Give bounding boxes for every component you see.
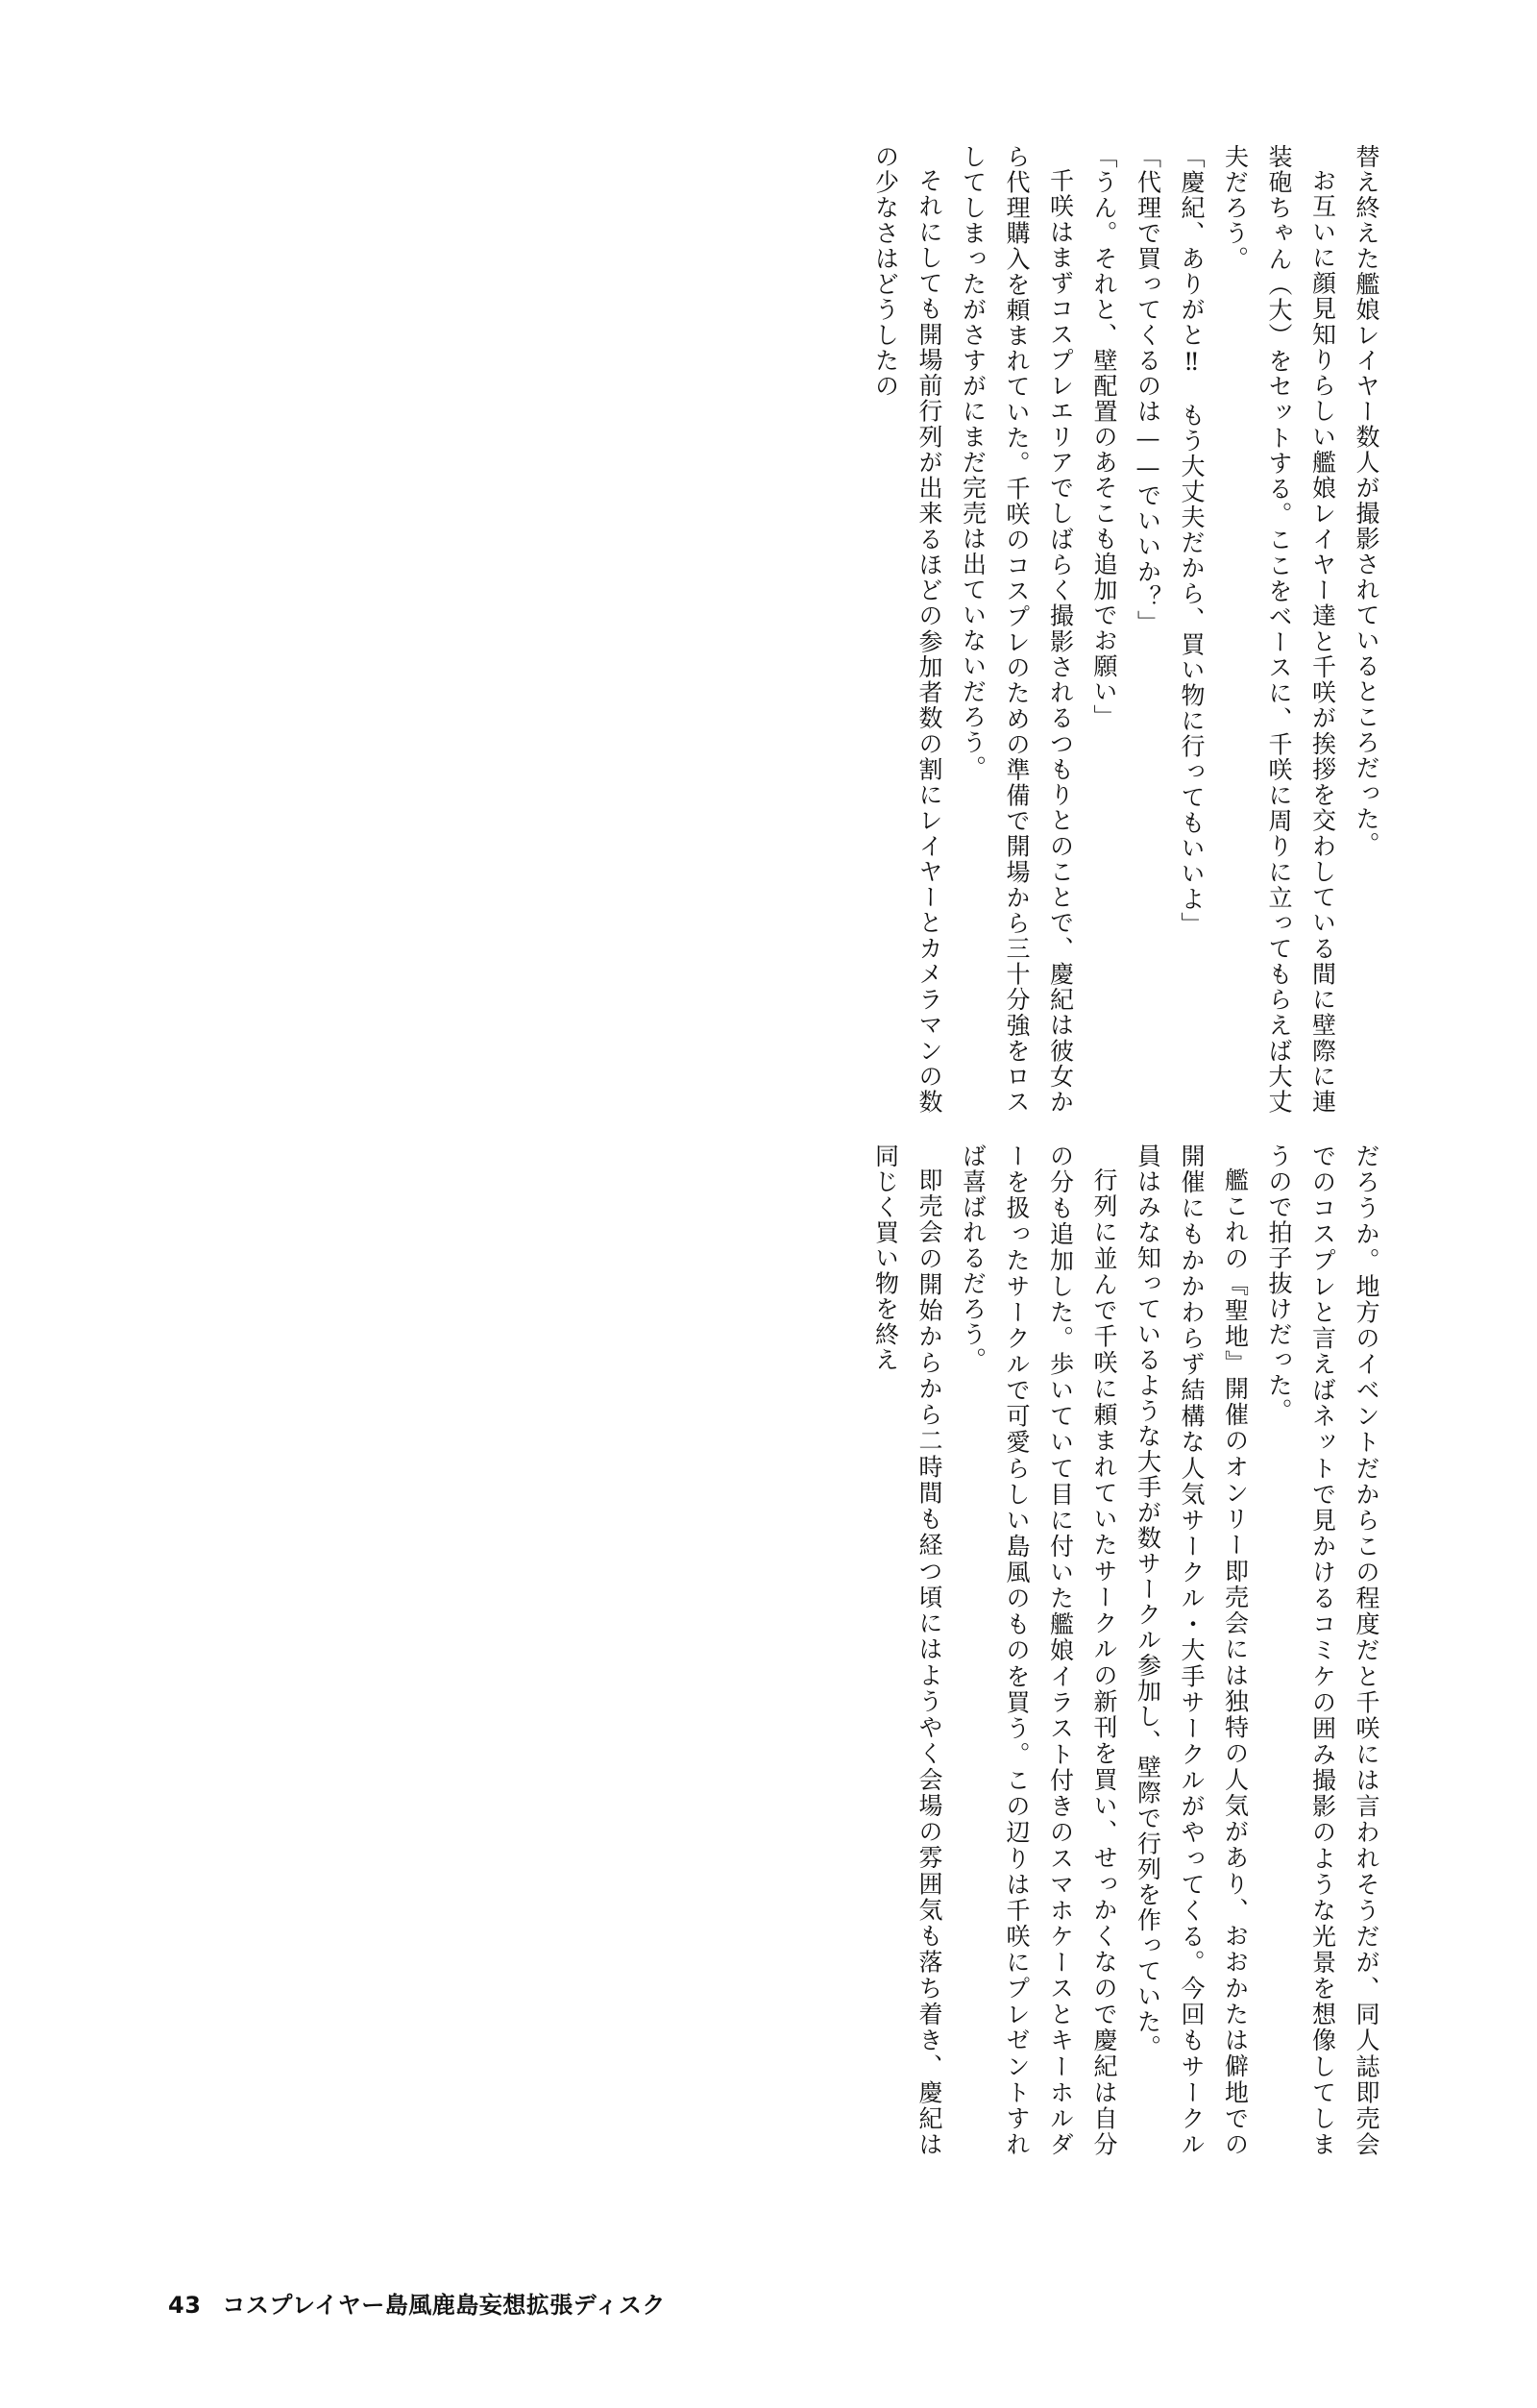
paragraph: 替え終えた艦娘レイヤー数人が撮影されているところだった。 — [1353, 144, 1380, 857]
paragraph: 艦これの『聖地』開催のオンリー即売会には独特の人気があり、おおかたは僻地での開催にもかかわらず結構な人気サークル・大手サークルがやってくる。今回もサークル員はみな知っているような大手が数サークル参加し、壁際で行列を作っていた。 — [1134, 1143, 1250, 2157]
paragraph: 「うん。それと、壁配置のあそこも追加でお願い」 — [1090, 144, 1118, 730]
page-number: 43 — [168, 2292, 202, 2319]
paragraph: 「代理で買ってくるのは——でいいか？」 — [1134, 144, 1162, 636]
paragraph: 即売会の開始からから二時間も経つ頃にはようやく会場の雰囲気も落ち着き、慶紀は同じく買い物を終え — [871, 1143, 943, 2157]
paragraph: 行列に並んで千咲に頼まれていたサークルの新刊を買い、せっかくなので慶紀は自分の分も追加した。歩いていて目に付いた艦娘イラスト付きのスマホケースとキーホルダーを扱ったサークルで可愛らしい島風のものを買う。この辺りは千咲にプレゼントすれば喜ばれるだろう。 — [959, 1143, 1118, 2157]
paragraph: お互いに顔見知りらしい艦娘レイヤー達と千咲が挨拶を交わしている間に壁際に連装砲ちゃん（大）をセットする。ここをベースに、千咲に周りに立ってもらえば大丈夫だろう。 — [1221, 144, 1337, 1115]
paragraph: それにしても開場前行列が出来るほどの参加者数の割にレイヤーとカメラマンの数の少なさはどうしたの — [871, 144, 943, 1115]
page-footer — [168, 2286, 666, 2320]
text-column-lower — [312, 1143, 1388, 2157]
running-title: コスプレイヤー島風鹿島妄想拡張ディスク — [222, 2292, 666, 2319]
text-column-upper — [312, 144, 1388, 1115]
paragraph: 「慶紀、ありがと‼ もう大丈夫だから、買い物に行ってもいいよ」 — [1178, 144, 1206, 938]
paragraph: だろうか。地方のイベントだからこの程度だと千咲には言われそうだが、同人誌即売会でのコスプレと言えばネットで見かけるコミケの囲み撮影のような光景を想像してしまうので拍子抜けだった。 — [1265, 1143, 1380, 2158]
paragraph: 千咲はまずコスプレエリアでしばらく撮影されるつもりとのことで、慶紀は彼女から代理購入を頼まれていた。千咲のコスプレのための準備で開場から三十分強をロスしてしまったがさすがにまだ完売は出ていないだろう。 — [959, 144, 1075, 1115]
